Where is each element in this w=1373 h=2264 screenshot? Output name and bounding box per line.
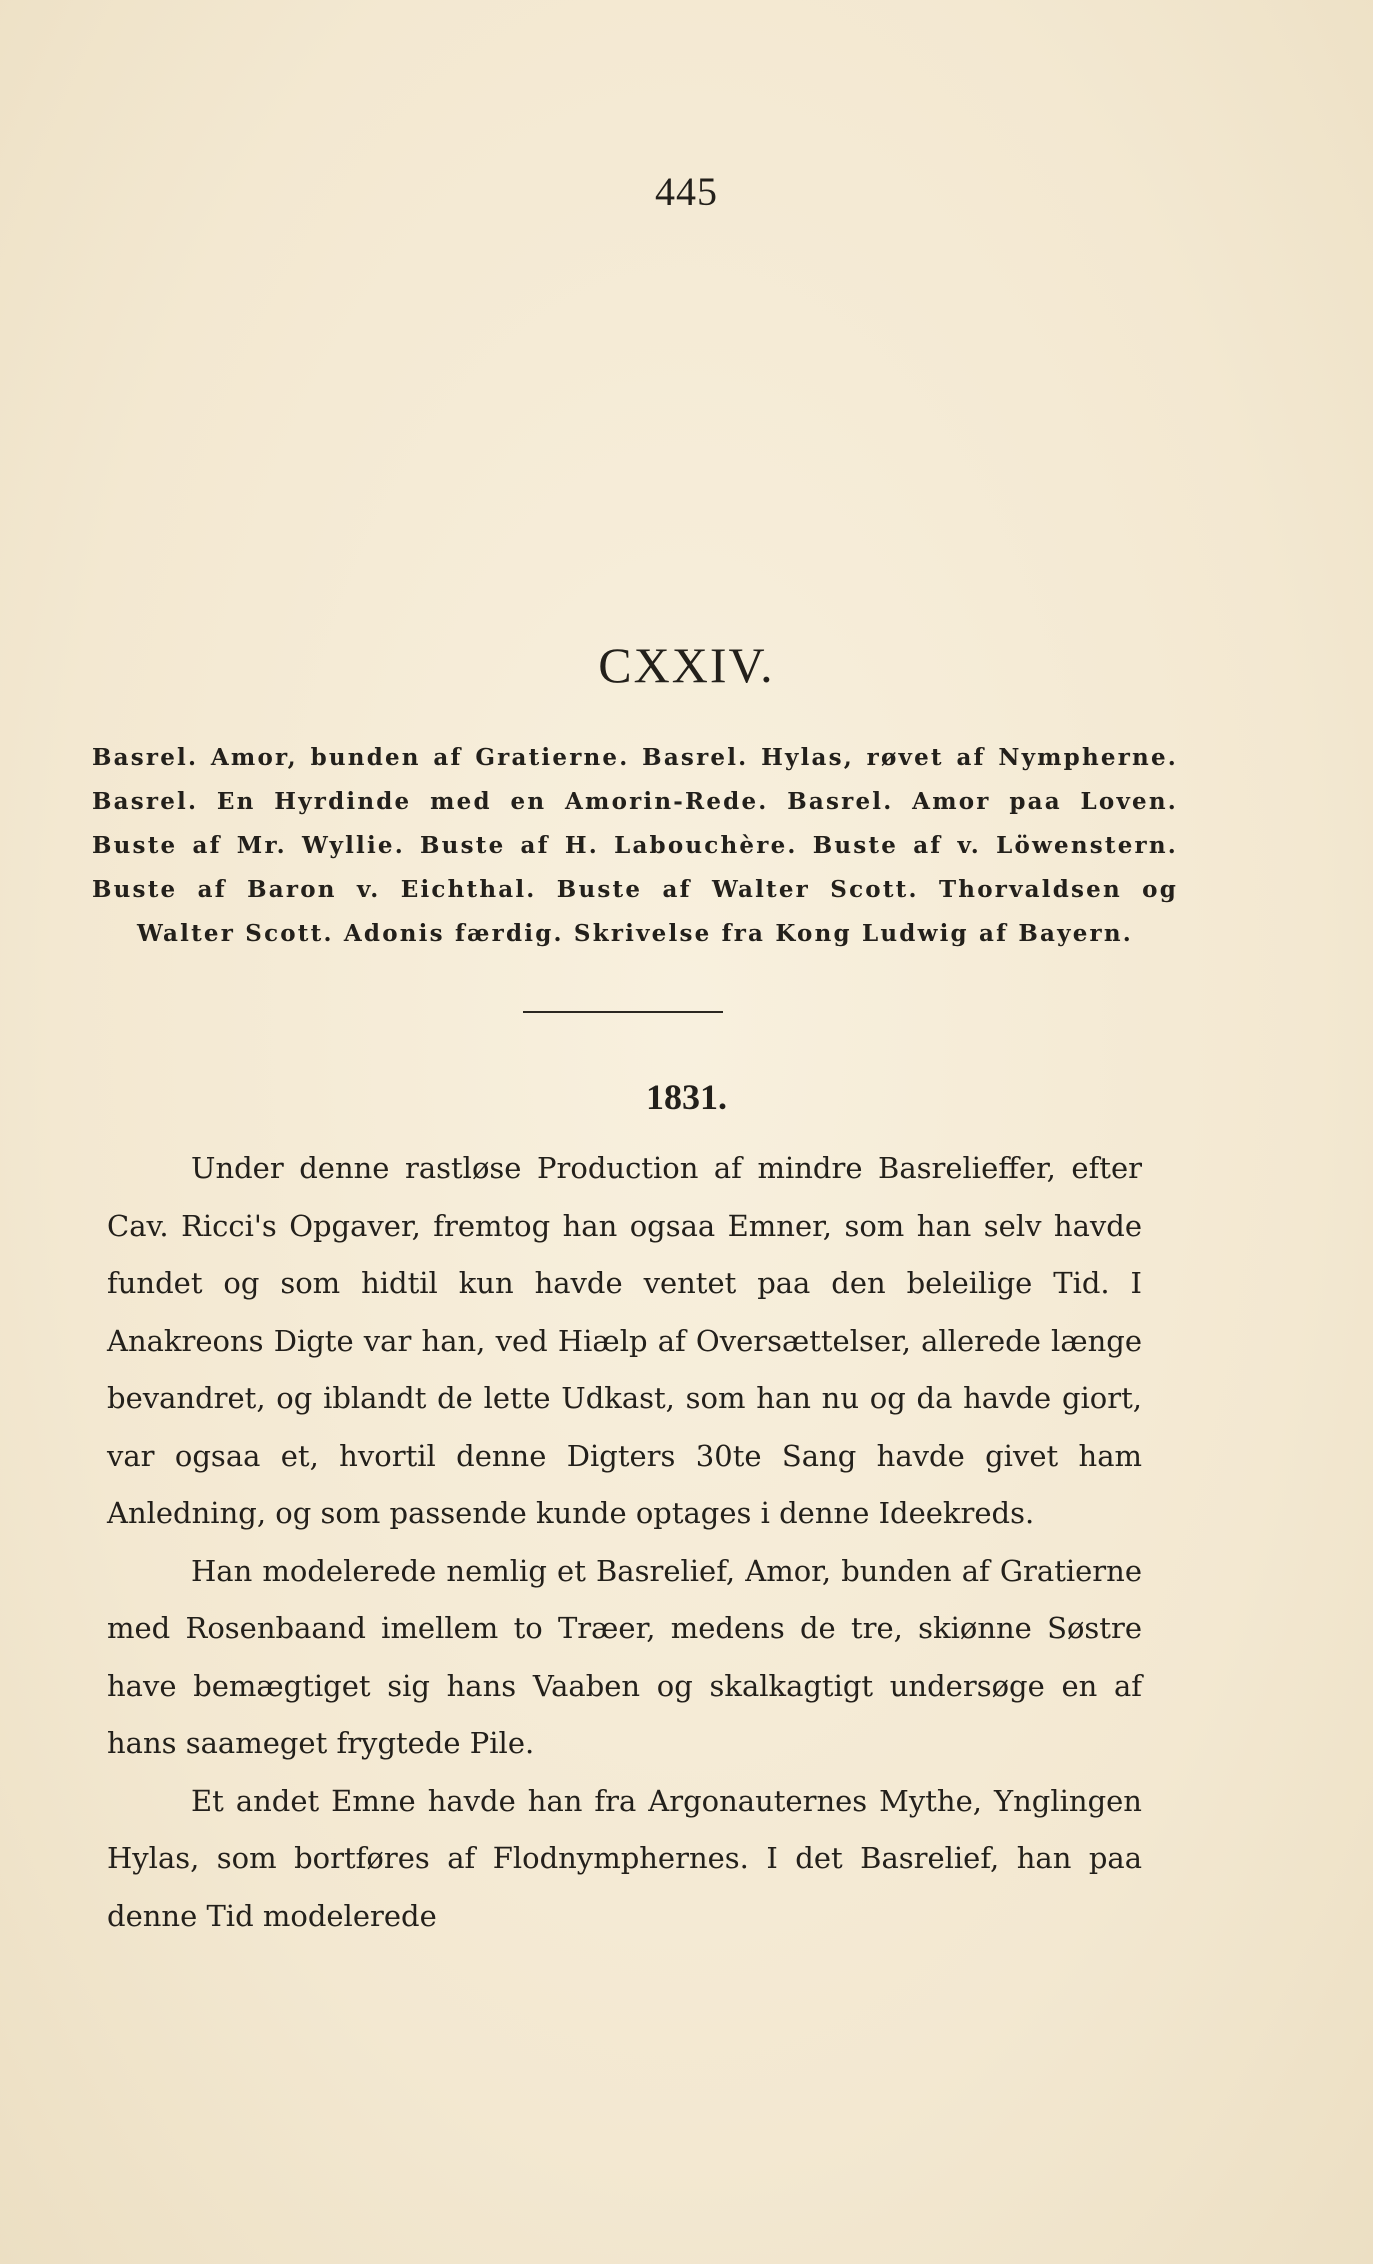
paragraph: Et andet Emne havde han fra Argonauternes Mythe, Ynglingen Hylas, som bortføres af Flodnymphernes. I det Basrelief, han paa denne Tid modelerede <box>107 1783 1142 1933</box>
chapter-summary: Basrel. Amor, bunden af Gratierne. Basrel. Hylas, røvet af Nympherne. Basrel. En Hyrdinde med en Amorin-Rede. Basrel. Amor paa Loven. Buste af Mr. Wyllie. Buste af H. Labouchère. Buste af v. Löwenstern. Buste af Baron v. Eichthal. Buste af Walter Scott. Thorvaldsen og Walter Scott. Adonis færdig. Skrivelse fra Kong Ludwig af Bayern. <box>92 744 1178 947</box>
paragraph: Han modelerede nemlig et Basrelief, Amor, bunden af Gratierne med Rosenbaand imellem to Træer, medens de tre, skiønne Søstre have bemægtiget sig hans Vaaben og skalkagtigt undersøge en af hans saameget frygtede Pile. <box>107 1553 1142 1760</box>
divider-rule <box>523 1011 723 1013</box>
year-heading: 1831. <box>646 1077 727 1117</box>
page-number: 445 <box>655 169 718 214</box>
paragraph: Under denne rastløse Production af mindre Basrelieffer, efter Cav. Ricci's Opgaver, fremtog han ogsaa Emner, som han selv havde fundet og som hidtil kun havde ventet paa den beleilige Tid. I Anakreons Digte var han, ved Hiælp af Oversættelser, allerede længe bevandret, og iblandt de lette Udkast, som han nu og da havde giort, var ogsaa et, hvortil denne Digters 30te Sang havde givet ham Anledning, og som passende kunde optages i denne Ideekreds. <box>107 1151 1142 1530</box>
body-text <box>107 1140 1142 1945</box>
chapter-title: CXXIV. <box>598 637 775 693</box>
